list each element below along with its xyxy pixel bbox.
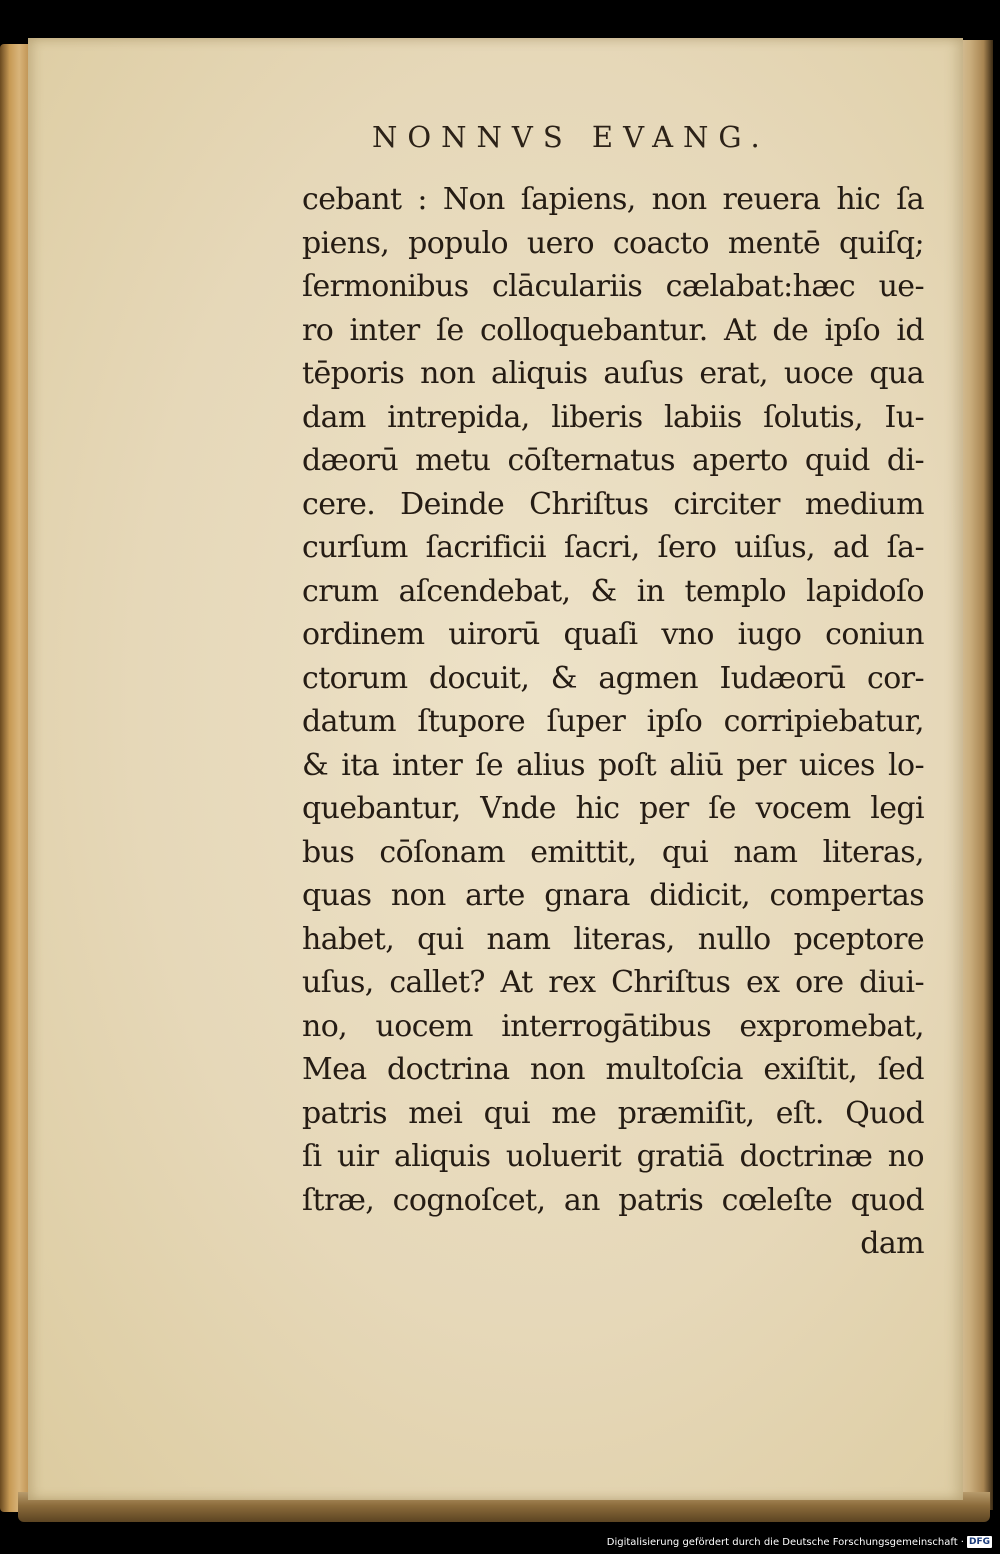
text-line: quebantur, Vnde hic per ſe vocem legi	[302, 791, 924, 826]
running-head: NONNVS EVANG.	[372, 120, 770, 154]
text-line: cere. Deinde Chriſtus circiter medium	[302, 486, 924, 522]
text-line: ro inter ſe colloquebantur. At de ipſo id	[302, 312, 924, 348]
text-block	[302, 178, 924, 1266]
text-line: ſi uir aliquis uoluerit gratiā doctrinæ no	[302, 1139, 924, 1174]
text-line: crum aſcendebat, & in templo lapidoſo	[302, 573, 924, 609]
text-line: quas non arte gnara didicit, compertas	[302, 878, 924, 913]
dfg-logo: DFG	[968, 1537, 990, 1547]
text-line: datum ſtupore ſuper ipſo corripiebatur,	[302, 704, 924, 739]
catchword: dam	[860, 1226, 924, 1261]
text-line: curſum ſacrificii ſacri, ſero uiſus, ad ſa-	[302, 530, 924, 565]
text-line: dam intrepida, liberis labiis ſolutis, Iu-	[302, 399, 924, 435]
digitization-credit	[607, 1536, 992, 1548]
text-line: ſermonibus clāculariis cælabat:hæc ue-	[302, 269, 924, 304]
text-line: ſtræ, cognoſcet, an patris cœleſte quod	[302, 1182, 924, 1218]
text-line: tēporis non aliquis auſus erat, uoce qua	[302, 356, 924, 391]
text-line: habet, qui nam literas, nullo pceptore	[302, 921, 924, 957]
text-line: cebant : Non ſapiens, non reuera hic ſa	[302, 182, 924, 217]
credit-text: Digitalisierung gefördert durch die Deutsche Forschungsgemeinschaft ·	[606, 1536, 964, 1548]
text-line: piens, populo uero coacto mentē quiſq;	[302, 225, 924, 261]
text-line: & ita inter ſe alius poſt aliū per uices lo-	[302, 747, 924, 783]
text-line: bus cōſonam emittit, qui nam literas,	[302, 834, 924, 870]
text-line: ordinem uirorū quaſi vno iugo coniun	[302, 617, 924, 652]
text-line: uſus, callet? At rex Chriſtus ex ore diui-	[302, 965, 924, 1000]
text-line: dæorū metu cōſternatus aperto quid di-	[302, 443, 924, 478]
text-line: Mea doctrina non multoſcia exiſtit, ſed	[302, 1052, 924, 1087]
text-line: ctorum docuit, & agmen Iudæorū cor-	[302, 660, 924, 696]
text-line: patris mei qui me præmiſit, eſt. Quod	[302, 1095, 924, 1131]
text-line: no, uocem interrogātibus expromebat,	[302, 1008, 924, 1044]
